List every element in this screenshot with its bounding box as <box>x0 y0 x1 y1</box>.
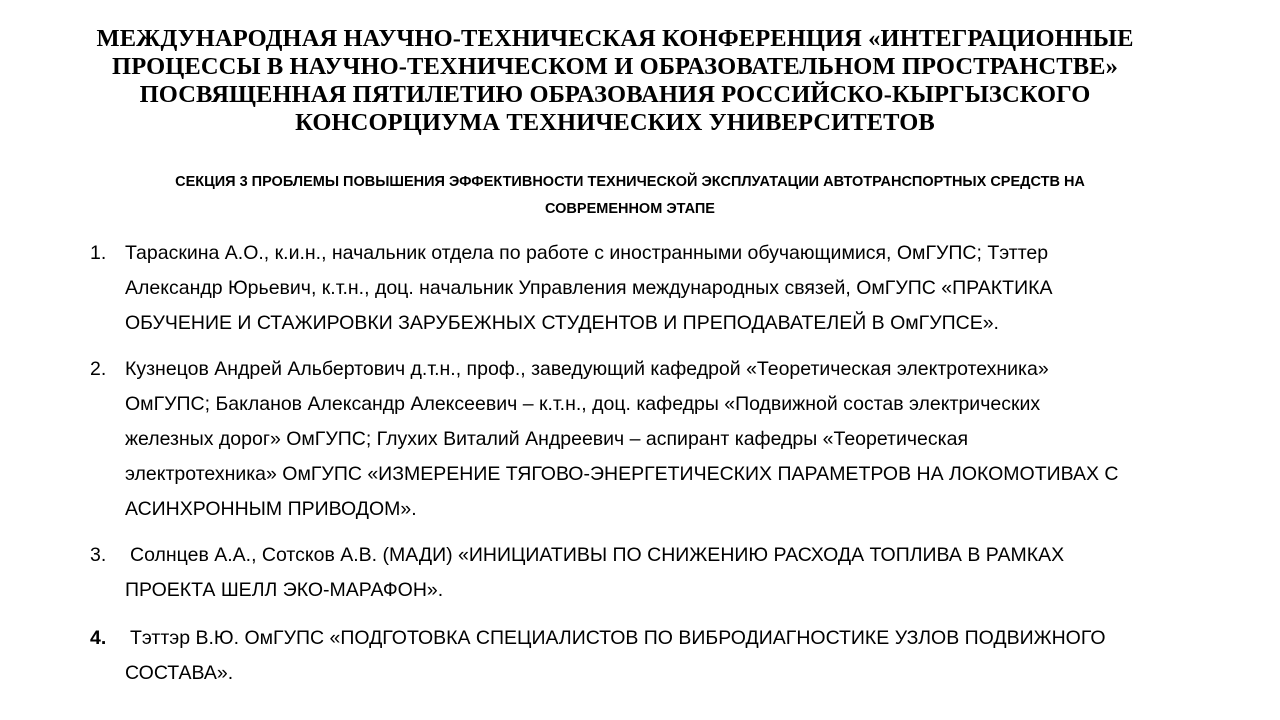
list-item-line: ОБУЧЕНИЕ И СТАЖИРОВКИ ЗАРУБЕЖНЫХ СТУДЕНТОВ И ПРЕПОДАВАТЕЛЕЙ В ОмГУПСЕ». <box>125 312 999 334</box>
list-item-text <box>125 621 1185 691</box>
list-item-line: СОСТАВА». <box>125 662 234 684</box>
list-item-line: Тэттэр В.Ю. ОмГУПС «ПОДГОТОВКА СПЕЦИАЛИСТОВ ПО ВИБРОДИАГНОСТИКЕ УЗЛОВ ПОДВИЖНОГО <box>130 627 1106 649</box>
list-item-text <box>125 538 1190 608</box>
section-heading <box>100 169 1160 223</box>
list-item-number: 4. <box>90 627 107 649</box>
conference-title-line: КОНСОРЦИУМА ТЕХНИЧЕСКИХ УНИВЕРСИТЕТОВ <box>295 109 935 136</box>
list-item-line: АСИНХРОННЫМ ПРИВОДОМ». <box>125 498 417 520</box>
list-item-number: 1. <box>90 242 107 264</box>
section-heading-line: СЕКЦИЯ 3 ПРОБЛЕМЫ ПОВЫШЕНИЯ ЭФФЕКТИВНОСТИ ТЕХНИЧЕСКОЙ ЭКСПЛУАТАЦИИ АВТОТРАНСПОРТНЫХ СРЕДСТВ НА <box>175 174 1085 190</box>
list-item-line: железных дорог» ОмГУПС; Глухих Виталий Андреевич – аспирант кафедры «Теоретическая <box>125 428 969 450</box>
list-item-line: Солнцев А.А., Сотсков А.В. (МАДИ) «ИНИЦИАТИВЫ ПО СНИЖЕНИЮ РАСХОДА ТОПЛИВА В РАМКАХ <box>130 544 1065 566</box>
list-item-number: 3. <box>90 544 107 566</box>
list-item-line: ПРОЕКТА ШЕЛЛ ЭКО-МАРАФОН». <box>125 579 444 601</box>
list-item-line: Кузнецов Андрей Альбертович д.т.н., проф., заведующий кафедрой «Теоретическая электротехника» <box>125 358 1049 380</box>
section-heading-line: СОВРЕМЕННОМ ЭТАПЕ <box>545 201 715 217</box>
conference-title-line: ПОСВЯЩЕННАЯ ПЯТИЛЕТИЮ ОБРАЗОВАНИЯ РОССИЙСКО-КЫРГЫЗСКОГО <box>139 81 1091 108</box>
list-item-line: электротехника» ОмГУПС «ИЗМЕРЕНИЕ ТЯГОВО-ЭНЕРГЕТИЧЕСКИХ ПАРАМЕТРОВ НА ЛОКОМОТИВАХ С <box>125 463 1119 485</box>
list-item-number: 2. <box>90 358 107 380</box>
list-item-line: Александр Юрьевич, к.т.н., доц. начальник Управления международных связей, ОмГУПС «ПРАКТИКА <box>125 277 1053 299</box>
list-item-line: ОмГУПС; Бакланов Александр Алексеевич – к.т.н., доц. кафедры «Подвижной состав электрических <box>125 393 1041 415</box>
list-item-line: Тараскина А.О., к.и.н., начальник отдела по работе с иностранными обучающимися, ОмГУПС; Тэттер <box>125 242 1049 264</box>
list-item-text <box>125 352 1185 527</box>
conference-title-line: ПРОЦЕССЫ В НАУЧНО-ТЕХНИЧЕСКОМ И ОБРАЗОВАТЕЛЬНОМ ПРОСТРАНСТВЕ» <box>112 53 1118 80</box>
conference-title <box>40 25 1190 137</box>
conference-title-line: МЕЖДУНАРОДНАЯ НАУЧНО-ТЕХНИЧЕСКАЯ КОНФЕРЕНЦИЯ «ИНТЕГРАЦИОННЫЕ <box>96 25 1134 52</box>
list-item-text <box>125 236 1185 341</box>
